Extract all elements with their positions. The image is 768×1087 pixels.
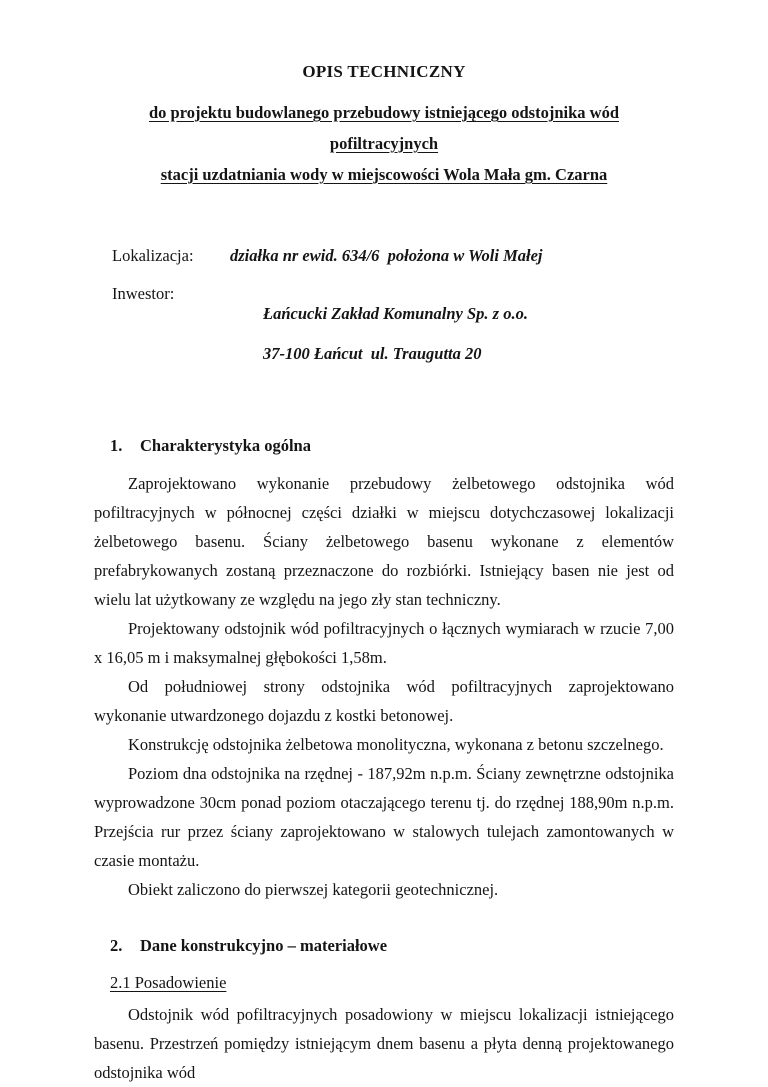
location-label: Lokalizacja:: [112, 246, 194, 265]
location-row: [94, 246, 674, 266]
section-1-number: 1.: [110, 436, 123, 455]
paragraph-2: Projektowany odstojnik wód pofiltracyjnych o łącznych wymiarach w rzucie 7,00 x 16,05 m i maksymalnej głębokości 1,58m.: [94, 619, 674, 667]
section-2-title: Dane konstrukcyjno – materiałowe: [140, 936, 388, 955]
section-2-1-subheading: 2.1 Posadowienie: [110, 973, 227, 992]
document-subtitle-line-2: stacji uzdatniania wody w miejscowości Wola Mała gm. Czarna: [160, 165, 608, 184]
document-title: OPIS TECHNICZNY: [302, 62, 466, 81]
section-2-number: 2.: [110, 936, 123, 955]
document-meta: [94, 246, 674, 384]
paragraph-1: Zaprojektowano wykonanie przebudowy żelbetowego odstojnika wód pofiltracyjnych w północnej części działki w miejscu dotychczasowej lokalizacji żelbetowego basenu. Ściany żelbetowego basenu wykonane z elementów prefabrykowanych zostaną przeznaczone do rozbiórki. Istniejący basen nie jest od wielu lat użytkowany ze względu na jego zły stan techniczny.: [94, 474, 674, 609]
section-1-title: Charakterystyka ogólna: [140, 436, 311, 455]
paragraph-4: Konstrukcję odstojnika żelbetowa monolityczna, wykonana z betonu szczelnego.: [128, 735, 664, 754]
section-1-heading: [94, 436, 674, 456]
document-subtitle: [94, 97, 674, 190]
section-2-heading: [94, 936, 674, 956]
document-subtitle-line-1: do projektu budowlanego przebudowy istniejącego odstojnika wód pofiltracyjnych: [148, 103, 619, 153]
investor-row: [94, 284, 674, 384]
section-2-body: [94, 1000, 674, 1087]
paragraph-5: Poziom dna odstojnika na rzędnej - 187,92m n.p.m. Ściany zewnętrzne odstojnika wyprowadzone 30cm ponad poziom otaczającego terenu tj. do rzędnej 188,90m n.p.m. Przejścia rur przez ściany zaprojektowano w stalowych tulejach zamontowanych w czasie montażu.: [94, 764, 674, 870]
location-value: działka nr ewid. 634/6 położona w Woli Małej: [230, 246, 543, 265]
paragraph-7: Odstojnik wód pofiltracyjnych posadowiony w miejscu lokalizacji istniejącego basenu. Przestrzeń pomiędzy istniejącym dnem basenu a płyta denną projektowanego odstojnika wód: [94, 1005, 674, 1082]
paragraph-6: Obiekt zaliczono do pierwszej kategorii geotechnicznej.: [128, 880, 499, 899]
investor-label: Inwestor:: [112, 284, 175, 303]
investor-value: [230, 284, 528, 384]
investor-name: Łańcucki Zakład Komunalny Sp. z o.o.: [263, 304, 528, 323]
investor-address: 37-100 Łańcut ul. Traugutta 20: [263, 344, 482, 363]
section-1-body: [94, 469, 674, 904]
paragraph-3: Od południowej strony odstojnika wód pofiltracyjnych zaprojektowano wykonanie utwardzonego dojazdu z kostki betonowej.: [94, 677, 674, 725]
